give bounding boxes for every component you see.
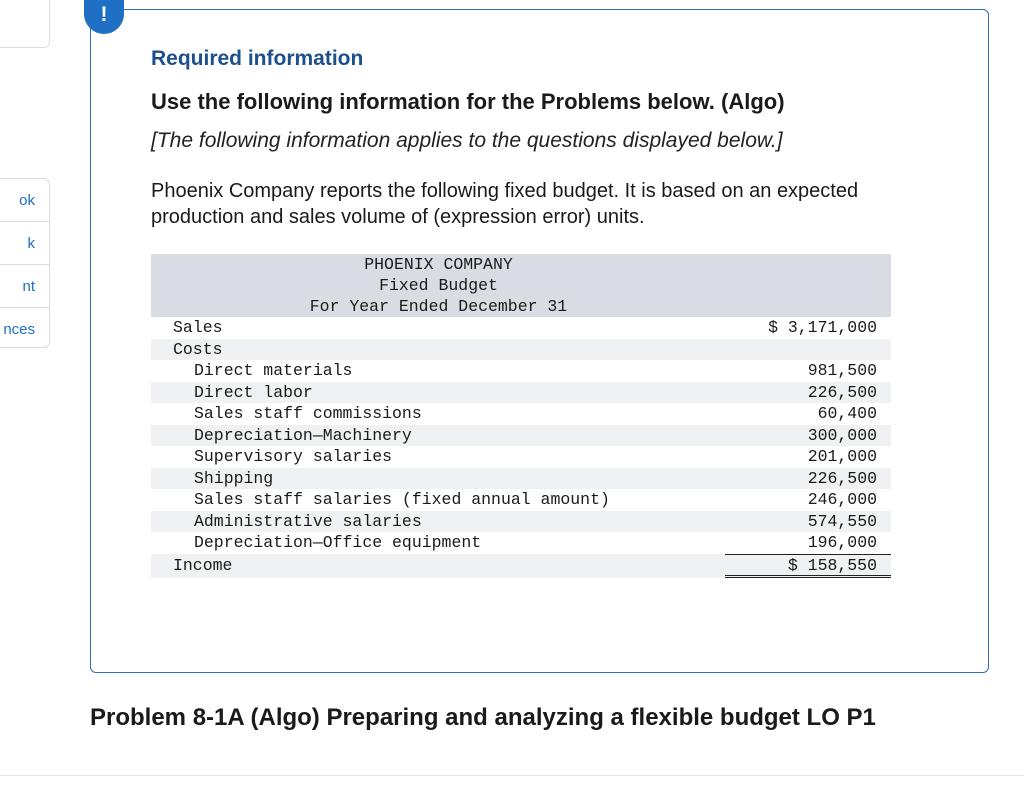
cost-amount: 226,500	[807, 468, 877, 488]
cost-rows	[151, 360, 891, 554]
cost-row	[151, 511, 891, 533]
costs-row	[151, 339, 891, 361]
cost-amount: 981,500	[807, 361, 877, 380]
cost-row	[151, 446, 891, 468]
total-double-rule	[725, 575, 891, 578]
income-amount: $ 158,550	[787, 555, 877, 575]
sales-label: Sales	[173, 318, 223, 337]
cost-label: Direct labor	[194, 382, 313, 402]
cost-amount: 226,500	[807, 382, 877, 402]
cost-label: Administrative salaries	[194, 511, 422, 531]
income-row	[151, 554, 891, 578]
cost-row	[151, 360, 891, 382]
alert-icon: !	[84, 0, 124, 34]
cost-row	[151, 489, 891, 511]
cost-row	[151, 403, 891, 425]
cost-label: Direct materials	[194, 361, 353, 380]
section-divider	[0, 775, 1024, 776]
cost-label: Depreciation—Machinery	[194, 425, 412, 445]
cost-label: Shipping	[194, 468, 274, 488]
problem-title: Problem 8-1A (Algo) Preparing and analyzing a flexible budget LO P1	[90, 704, 876, 731]
sidebar-item-print-alt[interactable]	[0, 265, 49, 308]
cost-amount: 246,000	[807, 490, 877, 509]
sidebar-item-label: nces	[3, 321, 35, 338]
cost-amount: 60,400	[817, 404, 877, 423]
sales-amount: $ 3,171,000	[768, 318, 877, 337]
sidebar-item-label: k	[27, 234, 35, 252]
sidebar-nav	[0, 178, 50, 348]
required-info-card	[90, 9, 989, 673]
company-name: PHOENIX COMPANY	[364, 255, 513, 274]
use-info-title: Use the following information for the Problems below. (Algo)	[151, 89, 785, 114]
cost-row	[151, 532, 891, 554]
sidebar-item-print[interactable]	[0, 222, 49, 265]
cost-amount: 196,000	[807, 533, 877, 552]
intro-text: Phoenix Company reports the following fixed budget. It is based on an expected production and sales volume of (expression error) units.	[151, 180, 859, 228]
cost-amount: 300,000	[807, 425, 877, 445]
cost-row	[151, 382, 891, 404]
cost-label: Sales staff salaries (fixed annual amount)	[194, 490, 610, 509]
cost-amount: 201,000	[807, 447, 877, 466]
cost-label: Sales staff commissions	[194, 404, 422, 423]
sidebar-item-label: ok	[19, 191, 35, 209]
fixed-budget-table	[151, 254, 891, 578]
cost-row	[151, 468, 891, 490]
sidebar-top-panel	[0, 0, 50, 48]
costs-label: Costs	[173, 339, 223, 359]
sidebar-item-label: nt	[22, 277, 35, 295]
report-name: Fixed Budget	[379, 276, 498, 295]
sales-row	[151, 317, 891, 339]
budget-header	[151, 254, 891, 317]
cost-amount: 574,550	[807, 511, 877, 531]
income-label: Income	[173, 555, 233, 575]
cost-label: Supervisory salaries	[194, 447, 393, 466]
cost-label: Depreciation—Office equipment	[194, 533, 482, 552]
info-note: [The following information applies to the questions displayed below.]	[151, 129, 783, 152]
report-period: For Year Ended December 31	[309, 297, 568, 316]
sidebar-item-references[interactable]	[0, 308, 49, 351]
required-info-title: Required information	[151, 47, 364, 70]
cost-row	[151, 425, 891, 447]
sidebar-item-ebook[interactable]	[0, 179, 49, 222]
